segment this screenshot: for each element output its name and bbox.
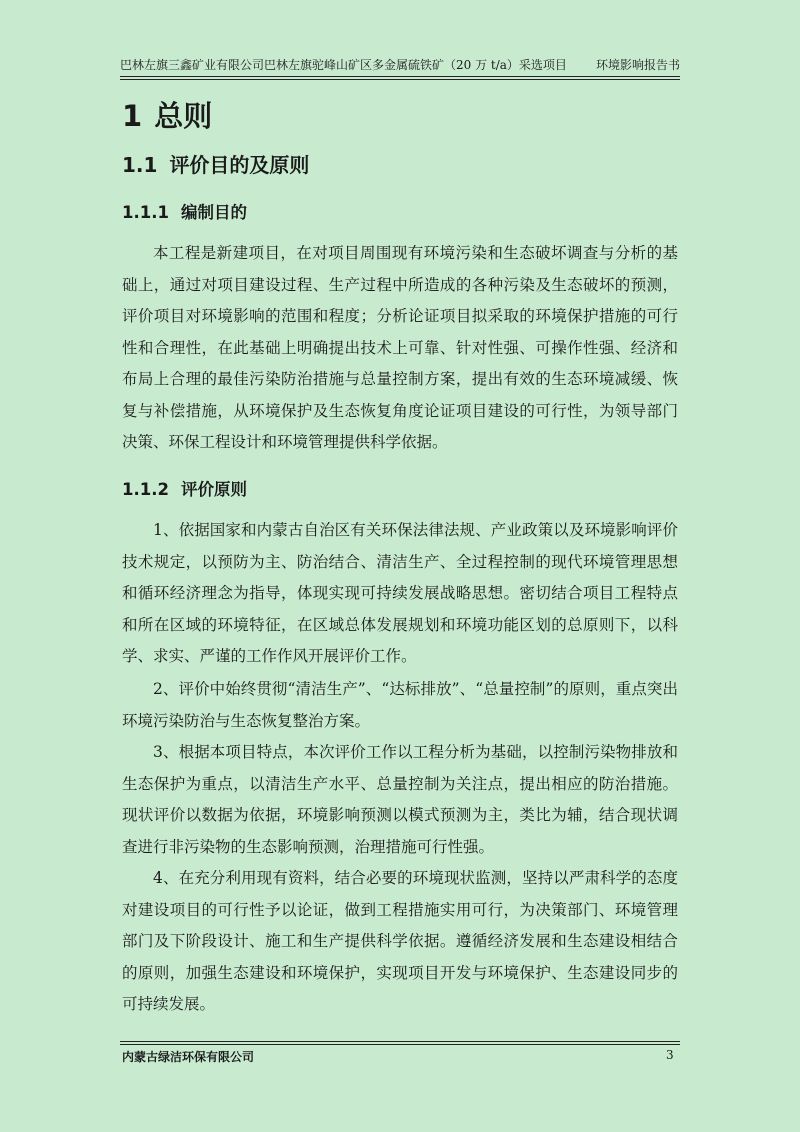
page-number: 3 — [666, 1048, 674, 1062]
principle-paragraph-1: 1、依据国家和内蒙古自治区有关环保法律法规、产业政策以及环境影响评价技术规定，以预防为主、防治结合、清洁生产、全过程控制的现代环境管理思想和循环经济理念为指导，体现实现可持续发展战略思想。密切结合项目工程特点和所在区域的环境特征，在区域总体发展规划和环境功能区划的总原则下，以科学、求实、严谨的工作作风开展评价工作。 — [122, 521, 678, 665]
principle-paragraph-3: 3、根据本项目特点，本次评价工作以工程分析为基础，以控制污染物排放和生态保护为重点，以清洁生产水平、总量控制为关注点，提出相应的防治措施。现状评价以数据为依据，环境影响预测以模式预测为主，类比为辅，结合现状调查进行非污染物的生态影响预测，治理措施可行性强。 — [122, 743, 678, 856]
header-project-title: 巴林左旗三鑫矿业有限公司巴林左旗驼峰山矿区多金属硫铁矿（20 万 t/a）采选项目 — [120, 58, 567, 72]
section-number: 1.1 — [122, 153, 158, 177]
chapter-heading — [122, 96, 212, 136]
principle-paragraph-2: 2、评价中始终贯彻“清洁生产”、“达标排放”、“总量控制”的原则，重点突出环境污染防治与生态恢复整治方案。 — [122, 680, 678, 730]
footer-company: 内蒙古绿洁环保有限公司 — [122, 1050, 255, 1064]
chapter-title: 总则 — [154, 99, 213, 133]
section-title: 评价目的及原则 — [169, 153, 310, 177]
purpose-paragraph: 本工程是新建项目，在对项目周围现有环境污染和生态破坏调查与分析的基础上，通过对项目建设过程、生产过程中所造成的各种污染及生态破坏的预测，评价项目对环境影响的范围和程度；分析论证项目拟采取的环境保护措施的可行性和合理性，在此基础上明确提出技术上可靠、针对性强、可操作性强、经济和布局上合理的最佳污染防治措施与总量控制方案，提出有效的生态环境减缓、恢复与补偿措施，从环境保护及生态恢复角度论证项目建设的可行性，为领导部门决策、环保工程设计和环境管理提供科学依据。 — [122, 244, 678, 451]
subsection-2-title: 评价原则 — [180, 480, 247, 499]
principle-paragraph-4: 4、在充分利用现有资料，结合必要的环境现状监测，坚持以严肃科学的态度对建设项目的可行性予以论证，做到工程措施实用可行，为决策部门、环境管理部门及下阶段设计、施工和生产提供科学依据。遵循经济发展和生态建设相结合的原则，加强生态建设和环境保护，实现项目开发与环境保护、生态建设同步的可持续发展。 — [122, 869, 678, 1013]
page-header — [120, 56, 680, 77]
header-divider — [120, 79, 680, 80]
chapter-number: 1 — [122, 99, 143, 133]
footer-divider — [120, 1041, 680, 1042]
subsection-2-number: 1.1.2 — [122, 480, 169, 499]
subsection-heading-2 — [122, 477, 247, 503]
header-document-type: 环境影响报告书 — [595, 58, 680, 72]
subsection-1-title: 编制目的 — [180, 203, 247, 222]
footer-divider-secondary — [120, 1044, 680, 1045]
subsection-heading-1 — [122, 200, 247, 226]
section-heading — [122, 150, 309, 180]
subsection-1-number: 1.1.1 — [122, 203, 169, 222]
